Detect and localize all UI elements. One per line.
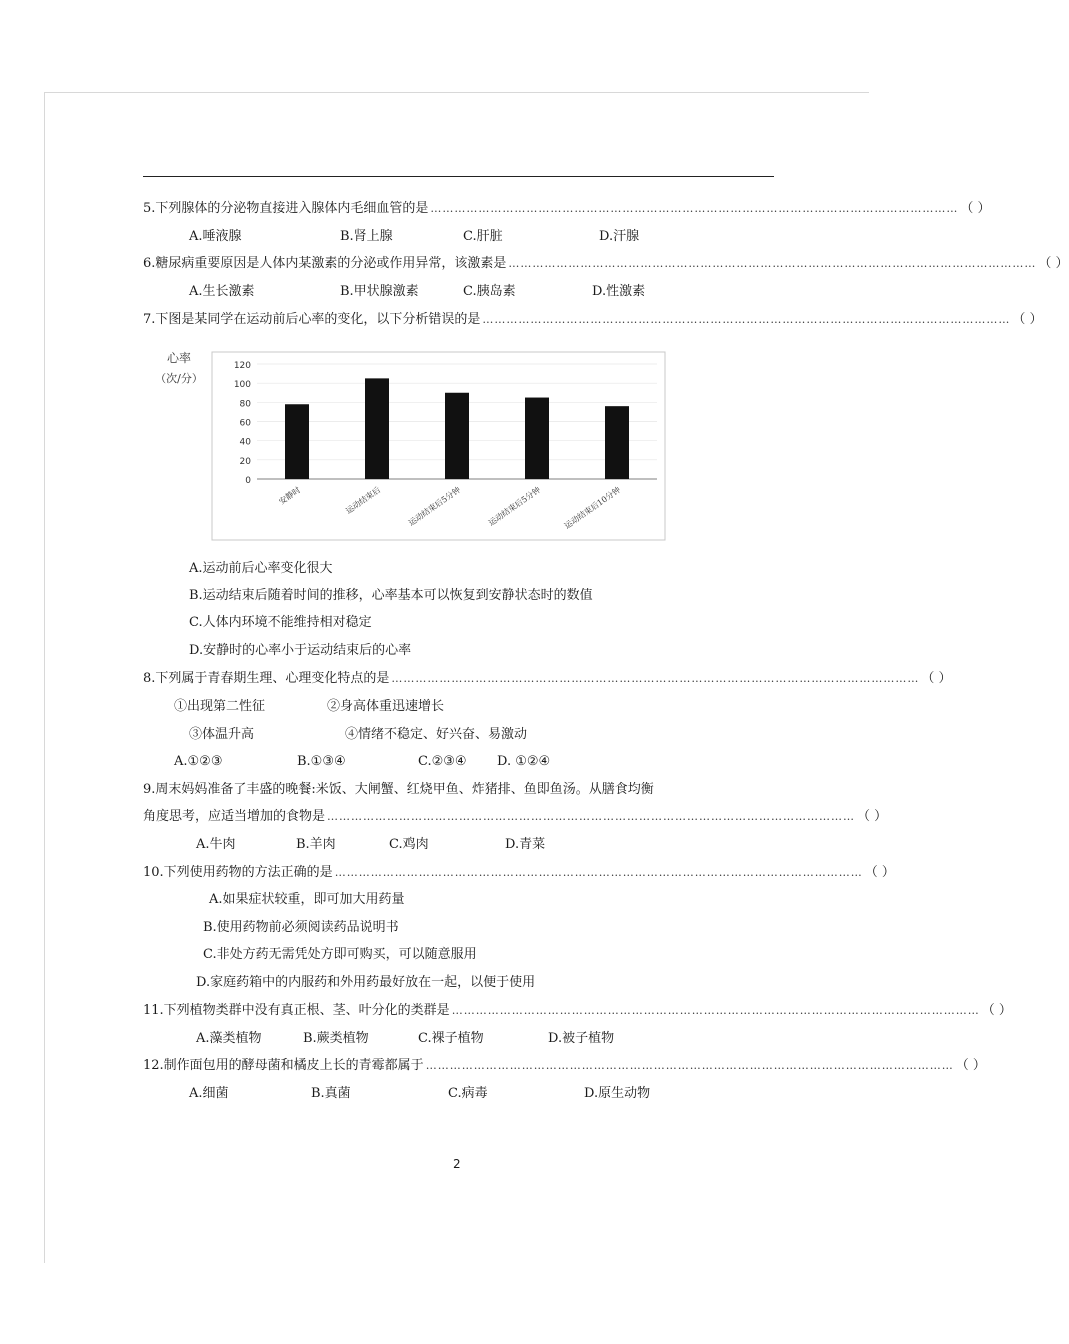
x-tick-label: 运动结束后5分钟 — [406, 485, 463, 528]
answer-blank[interactable]: （ ） — [864, 865, 895, 880]
bar — [285, 404, 309, 479]
option-a[interactable]: A.细菌 — [189, 1086, 229, 1101]
option-b[interactable]: B.①③④ — [297, 754, 346, 769]
option-c[interactable]: C.人体内环境不能维持相对稳定 — [189, 615, 372, 630]
question-stem: 12.制作面包用的酵母菌和橘皮上长的青霉都属于 — [143, 1058, 424, 1073]
leader-dots: …………………………………………………………………………………………………………………… — [327, 810, 856, 823]
option-a[interactable]: A.牛肉 — [196, 837, 236, 852]
y-tick-label: 60 — [239, 418, 251, 429]
x-tick-label: 运动结束后 — [344, 485, 383, 516]
question-9-line1: 9.周末妈妈准备了丰盛的晚餐:米饭、大闸蟹、红烧甲鱼、炸猪排、鱼即鱼汤。从膳食均衡 — [143, 782, 654, 797]
answer-blank[interactable]: （ ） — [857, 809, 888, 824]
option-a[interactable]: A.如果症状较重，即可加大用药量 — [209, 892, 405, 907]
option-a[interactable]: A.生长激素 — [189, 284, 255, 299]
option-c[interactable]: C.裸子植物 — [418, 1031, 484, 1046]
chart-frame — [212, 352, 665, 540]
bar — [365, 378, 389, 479]
answer-blank[interactable]: （ ） — [955, 1058, 986, 1073]
answer-blank[interactable]: （ ） — [921, 671, 952, 686]
leader-dots: …………………………………………………………………………………………………………………… — [334, 866, 863, 879]
leader-dots: …………………………………………………………………………………………………………………… — [425, 1059, 954, 1072]
option-a[interactable]: A.唾液腺 — [189, 229, 242, 244]
y-tick-label: 100 — [233, 380, 251, 391]
bar — [445, 393, 469, 479]
option-c[interactable]: C.非处方药无需凭处方即可购买，可以随意服用 — [203, 947, 477, 962]
y-tick-label: 20 — [239, 456, 251, 467]
x-tick-label: 安静时 — [277, 485, 303, 507]
page-number: 2 — [453, 1157, 461, 1171]
leader-dots: …………………………………………………………………………………………………………………… — [391, 672, 920, 685]
option-d[interactable]: D.家庭药箱中的内服药和外用药最好放在一起，以便于使用 — [196, 975, 536, 990]
bar — [525, 398, 549, 479]
statement-1: ①出现第二性征 — [174, 699, 266, 714]
option-c[interactable]: C.病毒 — [448, 1086, 488, 1101]
question-9 — [143, 808, 888, 826]
y-tick-label: 40 — [239, 437, 251, 448]
leader-dots: …………………………………………………………………………………………………………………… — [482, 313, 1011, 326]
question-7 — [143, 311, 1043, 329]
question-stem: 6.糖尿病重要原因是人体内某激素的分泌或作用异常，该激素是 — [143, 256, 507, 271]
x-tick-label: 运动结束后5分钟 — [486, 485, 543, 528]
option-a[interactable]: A.运动前后心率变化很大 — [189, 561, 333, 576]
option-c[interactable]: C.胰岛素 — [463, 284, 516, 299]
y-tick-label: 0 — [245, 476, 251, 486]
leader-dots: …………………………………………………………………………………………………………………… — [451, 1004, 980, 1017]
question-stem: 角度思考，应适当增加的食物是 — [143, 809, 326, 824]
question-stem: 8.下列属于青春期生理、心理变化特点的是 — [143, 671, 390, 686]
chart-svg — [157, 346, 667, 542]
option-d[interactable]: D.原生动物 — [584, 1086, 651, 1101]
answer-blank[interactable]: （ ） — [981, 1003, 1012, 1018]
question-6 — [143, 255, 1069, 273]
y-tick-label: 80 — [239, 399, 251, 410]
option-b[interactable]: B.运动结束后随着时间的推移，心率基本可以恢复到安静状态时的数值 — [189, 588, 593, 603]
leader-dots: …………………………………………………………………………………………………………………… — [508, 257, 1037, 270]
option-d[interactable]: D.被子植物 — [548, 1031, 615, 1046]
leader-dots: …………………………………………………………………………………………………………………… — [430, 202, 959, 215]
x-tick-label: 运动结束后10分钟 — [562, 485, 623, 531]
question-stem: 10.下列使用药物的方法正确的是 — [143, 865, 333, 880]
question-11 — [143, 1002, 1012, 1020]
question-stem: 7.下图是某同学在运动前后心率的变化，以下分析错误的是 — [143, 312, 481, 327]
answer-blank[interactable]: （ ） — [1038, 256, 1069, 271]
option-b[interactable]: B.甲状腺激素 — [340, 284, 419, 299]
bar — [605, 406, 629, 479]
y-axis-unit: （次/分） — [155, 372, 203, 385]
question-10 — [143, 864, 895, 882]
y-tick-label: 120 — [233, 361, 251, 371]
question-8 — [143, 670, 952, 688]
question-12 — [143, 1057, 986, 1075]
heart-rate-chart — [157, 346, 667, 542]
question-stem: 5.下列腺体的分泌物直接进入腺体内毛细血管的是 — [143, 201, 429, 216]
statement-4: ④情绪不稳定、好兴奋、易激动 — [345, 727, 528, 742]
option-a[interactable]: A.藻类植物 — [196, 1031, 262, 1046]
option-d[interactable]: D.安静时的心率小于运动结束后的心率 — [189, 643, 412, 658]
answer-blank[interactable]: （ ） — [960, 201, 991, 216]
option-d[interactable]: D.性激素 — [592, 284, 646, 299]
option-a[interactable]: A.①②③ — [174, 754, 223, 769]
option-b[interactable]: B.真菌 — [311, 1086, 351, 1101]
option-c[interactable]: C.肝脏 — [463, 229, 503, 244]
question-stem: 11.下列植物类群中没有真正根、茎、叶分化的类群是 — [143, 1003, 450, 1018]
option-c[interactable]: C.②③④ — [418, 754, 467, 769]
option-b[interactable]: B.使用药物前必须阅读药品说明书 — [203, 920, 399, 935]
question-5 — [143, 200, 991, 218]
answer-blank[interactable]: （ ） — [1012, 312, 1043, 327]
y-axis-label: 心率 — [166, 351, 192, 365]
option-b[interactable]: B.肾上腺 — [340, 229, 393, 244]
statement-2: ②身高体重迅速增长 — [327, 699, 445, 714]
header-rule — [143, 176, 774, 177]
option-b[interactable]: B.蕨类植物 — [303, 1031, 369, 1046]
option-b[interactable]: B.羊肉 — [296, 837, 336, 852]
option-d[interactable]: D.汗腺 — [599, 229, 640, 244]
option-c[interactable]: C.鸡肉 — [389, 837, 429, 852]
option-d[interactable]: D.青菜 — [505, 837, 546, 852]
statement-3: ③体温升高 — [189, 727, 255, 742]
option-d[interactable]: D. ①②④ — [497, 754, 551, 769]
